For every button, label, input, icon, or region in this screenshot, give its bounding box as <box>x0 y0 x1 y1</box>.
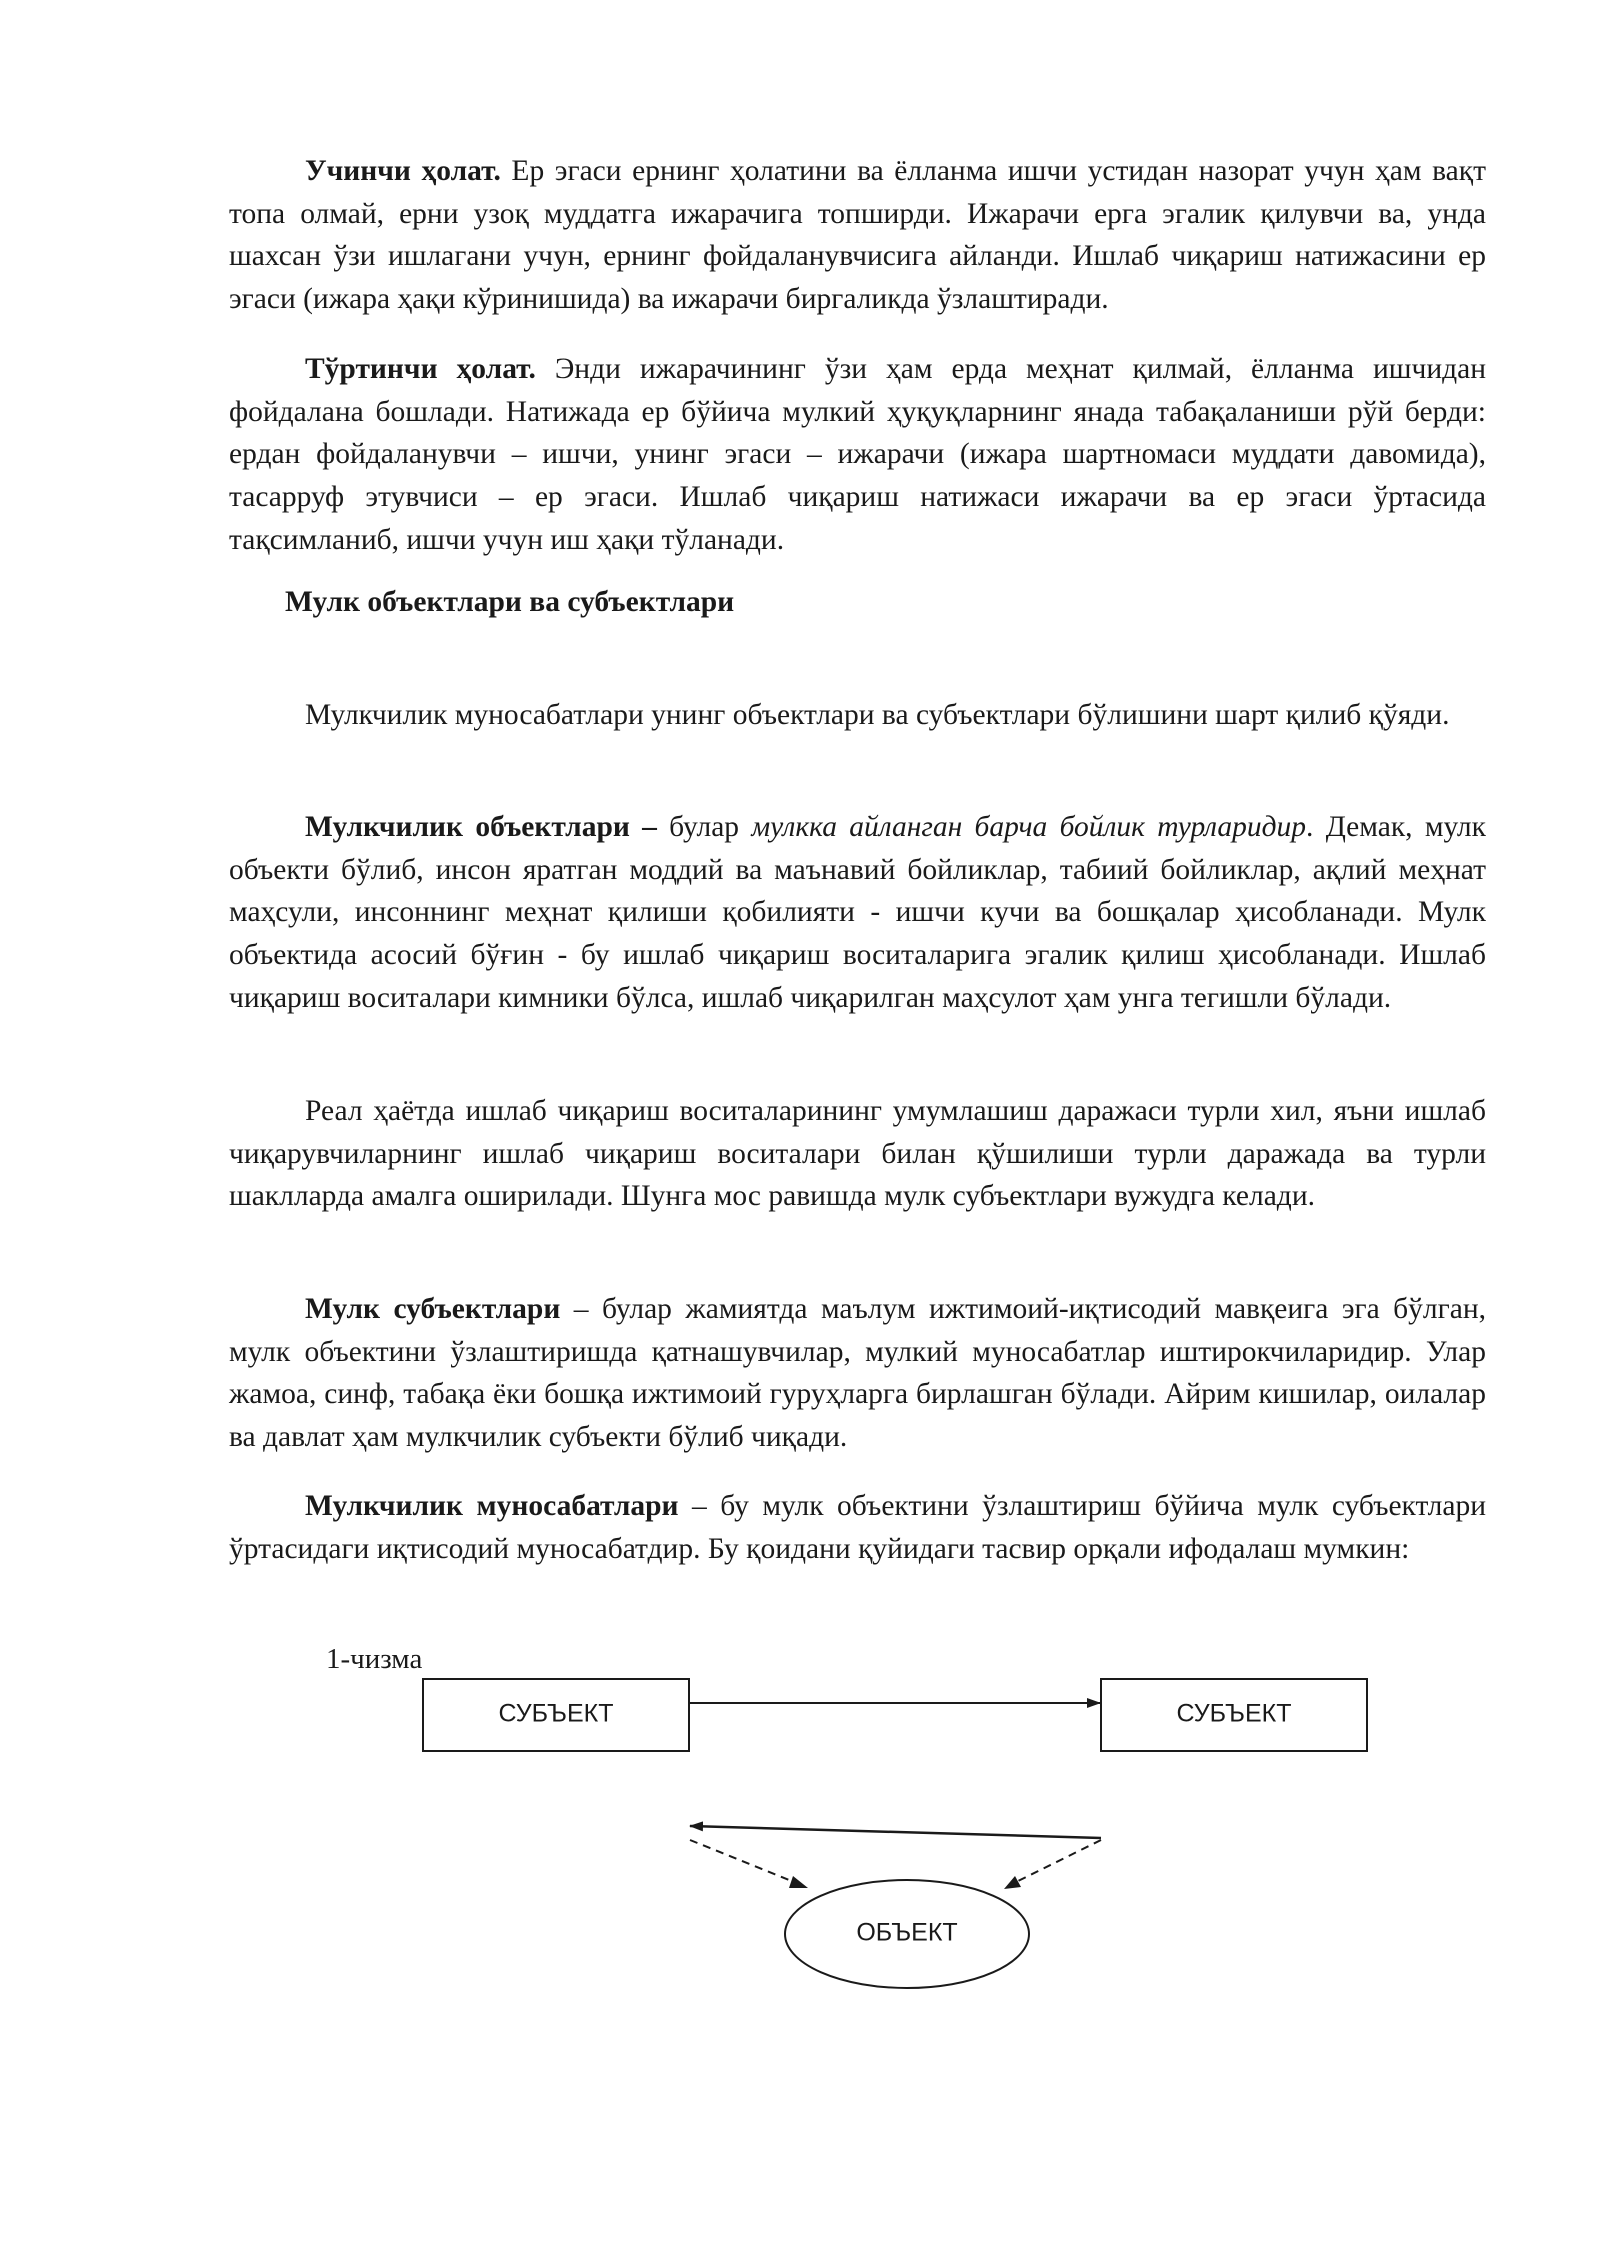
arrow-back-to-subject <box>690 1826 1101 1838</box>
paragraph-lead: Учинчи ҳолат. <box>305 155 501 187</box>
paragraph-text: Ер эгаси ернинг ҳолатини ва ёлланма ишчи устидан назорат учун ҳам вақт топа олмай, ерни узоқ муддатга ижарачига топширди. Ижарачи ерга эгалик қилувчи ва, унда шахсан ўзи ишлагани учун, ернинг фойдаланувчисига айланди. Ишлаб чиқариш натижасини ер эгаси (ижара ҳақи кўринишида) ва ижарачи биргаликда ўзлаштиради. <box>229 155 1487 316</box>
paragraph-lead: Мулкчилик муносабатлари <box>305 1490 679 1522</box>
paragraph-text: – булар жамиятда маълум ижтимоий-иқтисодий мавқеига эга бўлган, мулк объектини ўзлаштиришда қатнашувчилар, мулкий муносабатлар иштирокчиларидир. Улар жамоа, синф, табақа ёки бошқа ижтимоий гуруҳларга бирлашган бўлади. Айрим кишилар, оилалар ва давлат ҳам мулкчилик субъекти бўлиб чиқади. <box>229 1293 1486 1454</box>
paragraph-text: – бу мулк объектини ўзлаштириш бўйича мулк субъектлари ўртасидаги иқтисодий муносабатдир. Бу қоидани қуйидаги тасвир орқали ифодалаш мумкин: <box>229 1490 1486 1565</box>
object-label: ОБЪЕКТ <box>856 1918 958 1947</box>
object-ellipse <box>785 1880 1029 1988</box>
paragraph-text: Энди ижарачининг ўзи ҳам ерда меҳнат қилмай, ёлланма ишчидан фойдалана бошлади. Натижада ер бўйича мулкий ҳуқуқларнинг янада табақаланиши рўй берди: ердан фойдаланувчи – ишчи, унинг эгаси – ижарачи (ижара шартномаси муддати давомида), тасарруф этувчиси – ер эгаси. Ишлаб чиқариш натижаси ижарачи ва ер эгаси ўртасида тақсимланиб, ишчи учун иш ҳақи тўланади. <box>229 353 1487 556</box>
subject-left-label: СУБЪЕКТ <box>498 1699 614 1728</box>
paragraph-text: . Демак, мулк объекти бўлиб, инсон яратган моддий ва маънавий бойликлар, табиий бойликлар, ақлий меҳнат маҳсули, инсоннинг меҳнат қилиши қобилияти - ишчи кучи ва бошқалар ҳисобланади. Мулк объектида асосий бўғин - бу ишлаб чиқариш воситаларига эгалик қилиш ҳисобланади. Ишлаб чиқариш воситалари кимники бўлса, ишлаб чиқарилган маҳсулот ҳам унга тегишли бўлади. <box>229 811 1486 1014</box>
dashed-arrow-left <box>690 1840 808 1888</box>
subject-box-right <box>1101 1679 1367 1751</box>
paragraph-real-life: Реал ҳаётда ишлаб чиқариш воситаларининг умумлашиш даражаси турли хил, яъни ишлаб чиқарувчиларнинг ишлаб чиқариш воситалари билан қўшилиши турли даражада ва турли шаклларда амалга оширилади. Шунга мос равишда мулк субъектлари вужудга келади. <box>229 1095 1486 1213</box>
paragraph-text: булар <box>656 811 752 843</box>
subject-box-left <box>423 1679 689 1751</box>
paragraph-lead: Мулк субъектлари <box>305 1293 561 1325</box>
paragraph-intro: Мулкчилик муносабатлари унинг объектлари ва субъектлари бўлишини шарт қилиб қўяди. <box>305 699 1450 731</box>
dashed-arrow-right <box>1004 1840 1101 1889</box>
paragraph-lead: Тўртинчи ҳолат. <box>305 353 536 385</box>
subject-right-label: СУБЪЕКТ <box>1176 1699 1292 1728</box>
paragraph-italic: мулкка айланган барча бойлик турларидир <box>751 811 1307 843</box>
paragraph-lead: Мулкчилик объектлари – <box>305 811 657 843</box>
figure-caption: 1-чизма <box>326 1643 423 1675</box>
section-heading: Мулк объектлари ва субъектлари <box>285 586 735 618</box>
